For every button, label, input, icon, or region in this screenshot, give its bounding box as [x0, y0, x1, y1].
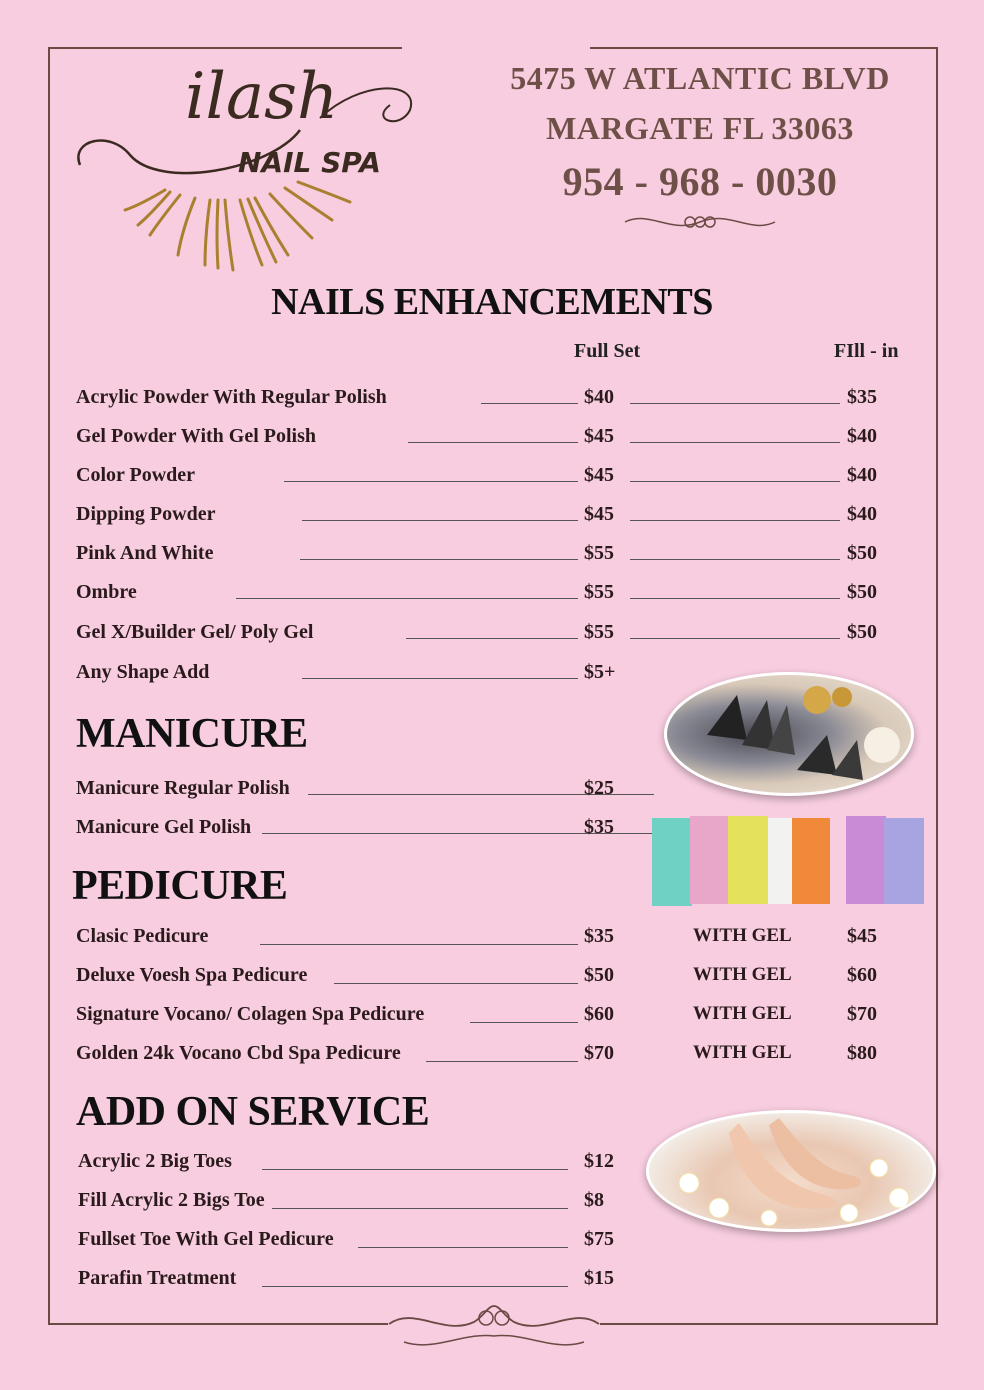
- list-item: [76, 1042, 896, 1068]
- addon-title: ADD ON SERVICE: [76, 1089, 430, 1135]
- addon-price: $8: [584, 1189, 604, 1211]
- with-gel-label: WITH GEL: [693, 964, 792, 985]
- leader-dots: [236, 598, 578, 599]
- full-set-price: $55: [584, 621, 614, 643]
- fill-in-price: $50: [847, 621, 877, 643]
- addon-price: $12: [584, 1150, 614, 1172]
- frame-top-left: [48, 47, 402, 49]
- service-name: Deluxe Voesh Spa Pedicure: [76, 964, 308, 986]
- list-item: [76, 386, 896, 412]
- frame-bottom-right: [600, 1323, 938, 1325]
- flourish-ornament-top: [620, 208, 780, 236]
- service-name: Acrylic 2 Big Toes: [78, 1150, 232, 1172]
- leader-dots: [630, 638, 840, 639]
- leader-dots: [260, 944, 578, 945]
- manicure-title: MANICURE: [76, 711, 308, 757]
- logo: [70, 60, 440, 280]
- service-name: Fullset Toe With Gel Pedicure: [78, 1228, 334, 1250]
- service-name: Pink And White: [76, 542, 214, 564]
- leader-dots: [300, 559, 578, 560]
- frame-left: [48, 47, 50, 1325]
- with-gel-price: $60: [847, 964, 877, 986]
- service-name: Gel Powder With Gel Polish: [76, 425, 317, 447]
- list-item: [76, 1003, 896, 1029]
- leader-dots: [630, 559, 840, 560]
- pedicure-price: $50: [584, 964, 614, 986]
- address-line2: MARGATE FL 33063: [546, 110, 854, 146]
- frame-top-right: [590, 47, 938, 49]
- enhancements-title: NAILS ENHANCEMENTS: [271, 281, 713, 323]
- fill-in-price: $40: [847, 464, 877, 486]
- list-item: [76, 964, 896, 990]
- phone-number[interactable]: 954 - 968 - 0030: [562, 159, 838, 204]
- with-gel-price: $80: [847, 1042, 877, 1064]
- service-name: Acrylic Powder With Regular Polish: [76, 386, 387, 408]
- full-set-price: $45: [584, 503, 614, 525]
- leader-dots: [272, 1208, 568, 1209]
- leader-dots: [630, 598, 840, 599]
- leader-dots: [408, 442, 578, 443]
- logo-sub: NAIL SPA: [238, 146, 381, 179]
- leader-dots: [630, 403, 840, 404]
- leader-dots: [262, 1169, 568, 1170]
- spa-products-photo: [650, 812, 926, 908]
- fill-in-price: $35: [847, 386, 877, 408]
- full-set-price: $5+: [584, 661, 616, 683]
- address-line1: 5475 W ATLANTIC BLVD: [510, 60, 890, 96]
- service-name: Gel X/Builder Gel/ Poly Gel: [76, 621, 314, 643]
- fill-in-price: $50: [847, 542, 877, 564]
- with-gel-label: WITH GEL: [693, 1042, 792, 1063]
- with-gel-price: $45: [847, 925, 877, 947]
- full-set-price: $55: [584, 581, 614, 603]
- list-item: [78, 1189, 638, 1215]
- leader-dots: [630, 481, 840, 482]
- leader-dots: [481, 403, 578, 404]
- frame-bottom-left: [48, 1323, 388, 1325]
- service-name: Color Powder: [76, 464, 196, 486]
- leader-dots: [470, 1022, 578, 1023]
- fill-in-price: $40: [847, 425, 877, 447]
- pedicure-price: $60: [584, 1003, 614, 1025]
- list-item: [76, 581, 896, 607]
- with-gel-label: WITH GEL: [693, 925, 792, 946]
- col-fill-in: FIll - in: [834, 340, 899, 362]
- list-item: Manicure Regular Polish $25: [76, 777, 626, 803]
- leader-dots: [358, 1247, 568, 1248]
- frame-right: [936, 47, 938, 1325]
- with-gel-label: WITH GEL: [693, 1003, 792, 1024]
- leader-dots: [302, 678, 578, 679]
- leader-dots: [630, 520, 840, 521]
- with-gel-price: $70: [847, 1003, 877, 1025]
- service-name: Any Shape Add: [76, 661, 210, 683]
- leader-dots: [406, 638, 578, 639]
- pedicure-title: PEDICURE: [72, 863, 288, 909]
- service-name: Ombre: [76, 581, 137, 603]
- leader-dots: [426, 1061, 578, 1062]
- service-name: Clasic Pedicure: [76, 925, 209, 947]
- full-set-price: $45: [584, 464, 614, 486]
- list-item: [78, 1267, 638, 1293]
- list-item: Manicure Gel Polish $35: [76, 816, 626, 842]
- flourish-ornament-bottom: [384, 1296, 604, 1356]
- pedicure-price: $70: [584, 1042, 614, 1064]
- leader-dots: [334, 983, 578, 984]
- service-name: Signature Vocano/ Colagen Spa Pedicure: [76, 1003, 425, 1025]
- list-item: [76, 464, 896, 490]
- nail-art-photo: [664, 672, 914, 796]
- pedicure-price: $35: [584, 925, 614, 947]
- list-item: [78, 1228, 638, 1254]
- list-item: [76, 621, 896, 647]
- full-set-price: $55: [584, 542, 614, 564]
- addon-price: $75: [584, 1228, 614, 1250]
- fill-in-price: $40: [847, 503, 877, 525]
- service-name: Golden 24k Vocano Cbd Spa Pedicure: [76, 1042, 401, 1064]
- full-set-price: $40: [584, 386, 614, 408]
- leader-dots: [630, 442, 840, 443]
- leader-dots: [284, 481, 578, 482]
- list-item: [76, 542, 896, 568]
- list-item: [78, 1150, 638, 1176]
- service-name: Fill Acrylic 2 Bigs Toe: [78, 1189, 265, 1211]
- fill-in-price: $50: [847, 581, 877, 603]
- full-set-price: $45: [584, 425, 614, 447]
- logo-script: ilash: [185, 60, 339, 134]
- col-full-set: Full Set: [574, 340, 641, 362]
- service-name: Parafin Treatment: [78, 1267, 237, 1289]
- list-item: [76, 925, 896, 951]
- foot-spa-photo: [646, 1110, 936, 1232]
- leader-dots: [262, 1286, 568, 1287]
- service-name: Dipping Powder: [76, 503, 216, 525]
- leader-dots: [302, 520, 578, 521]
- addon-price: $15: [584, 1267, 614, 1289]
- list-item: [76, 503, 896, 529]
- list-item: [76, 425, 896, 451]
